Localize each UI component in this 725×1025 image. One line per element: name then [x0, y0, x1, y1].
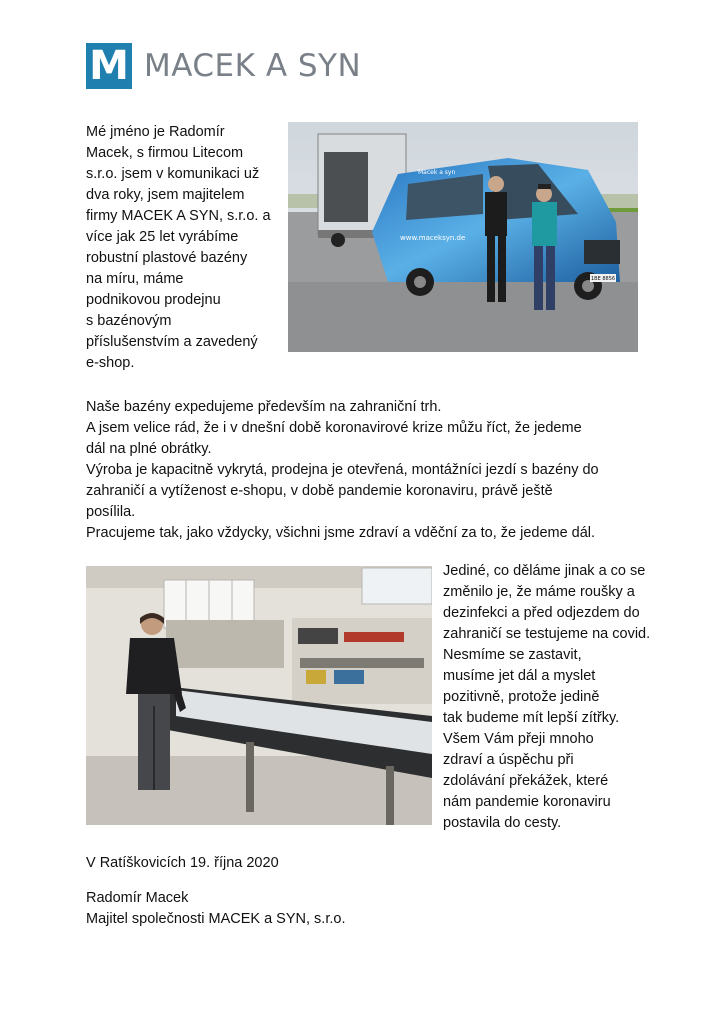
company-logo [86, 43, 361, 89]
text-line: Naše bazény expedujeme především na zahraniční trh. [86, 399, 442, 415]
text-line: e-shop. [86, 355, 135, 371]
right-paragraph [443, 561, 683, 834]
text-line: zdraví a úspěchu při [443, 752, 574, 768]
text-line: dezinfekci a před odjezdem do [443, 605, 640, 621]
text-line: Pracujeme tak, jako vždycky, všichni jsme zdraví a vděční za to, že jedeme dál. [86, 525, 596, 541]
text-line: s.r.o. jsem v komunikaci už [86, 166, 260, 182]
signature-title: Majitel společnosti MACEK a SYN, s.r.o. [86, 911, 346, 927]
photo-workshop [86, 566, 432, 825]
intro-paragraph [86, 122, 286, 374]
text-line: Mé jméno je Radomír [86, 124, 225, 140]
text-line: robustní plastové bazény [86, 250, 248, 266]
text-line: pozitivně, protože jedině [443, 689, 600, 705]
van-side-text: www.maceksyn.de [400, 234, 466, 242]
text-line: posílila. [86, 504, 136, 520]
text-line: tak budeme mít lepší zítřky. [443, 710, 620, 726]
text-line: Výroba je kapacitně vykrytá, prodejna je otevřená, montážníci jezdí s bazény do [86, 462, 599, 478]
text-line: Macek, s firmou Litecom [86, 145, 244, 161]
text-line: postavila do cesty. [443, 815, 562, 831]
text-line: musíme jet dál a myslet [443, 668, 596, 684]
text-line: Nesmíme se zastavit, [443, 647, 582, 663]
text-line: Všem Vám přeji mnoho [443, 731, 594, 747]
photo-van-and-owners [288, 122, 638, 352]
text-line: dál na plné obrátky. [86, 441, 212, 457]
signature-name: Radomír Macek [86, 890, 189, 906]
text-line: Jediné, co děláme jinak a co se [443, 563, 646, 579]
van-plate: 1BE 8856 [591, 276, 616, 282]
text-line: změnilo je, že máme roušky a [443, 584, 635, 600]
logo-text: MACEK A SYN [144, 48, 362, 84]
text-line: zahraničí se testujeme na covid. [443, 626, 651, 642]
place-and-date: V Ratíškovicích 19. října 2020 [86, 855, 279, 871]
text-line: firmy MACEK A SYN, s.r.o. a [86, 208, 271, 224]
middle-paragraph [86, 397, 666, 544]
signature-block [86, 888, 346, 930]
text-line: s bazénovým [86, 313, 172, 329]
text-line: na míru, máme [86, 271, 184, 287]
text-line: nám pandemie koronaviru [443, 794, 611, 810]
van-brand-text: Macek a syn [418, 169, 456, 176]
text-line: A jsem velice rád, že i v dnešní době koronavirové krize můžu říct, že jedeme [86, 420, 582, 436]
text-line: zdolávání překážek, které [443, 773, 609, 789]
text-line: dva roky, jsem majitelem [86, 187, 245, 203]
logo-mark: M [86, 43, 132, 89]
text-line: podnikovou prodejnu [86, 292, 221, 308]
text-line: příslušenstvím a zavedený [86, 334, 258, 350]
text-line: více jak 25 let vyrábíme [86, 229, 239, 245]
text-line: zahraničí a vytíženost e-shopu, v době pandemie koronaviru, právě ještě [86, 483, 553, 499]
